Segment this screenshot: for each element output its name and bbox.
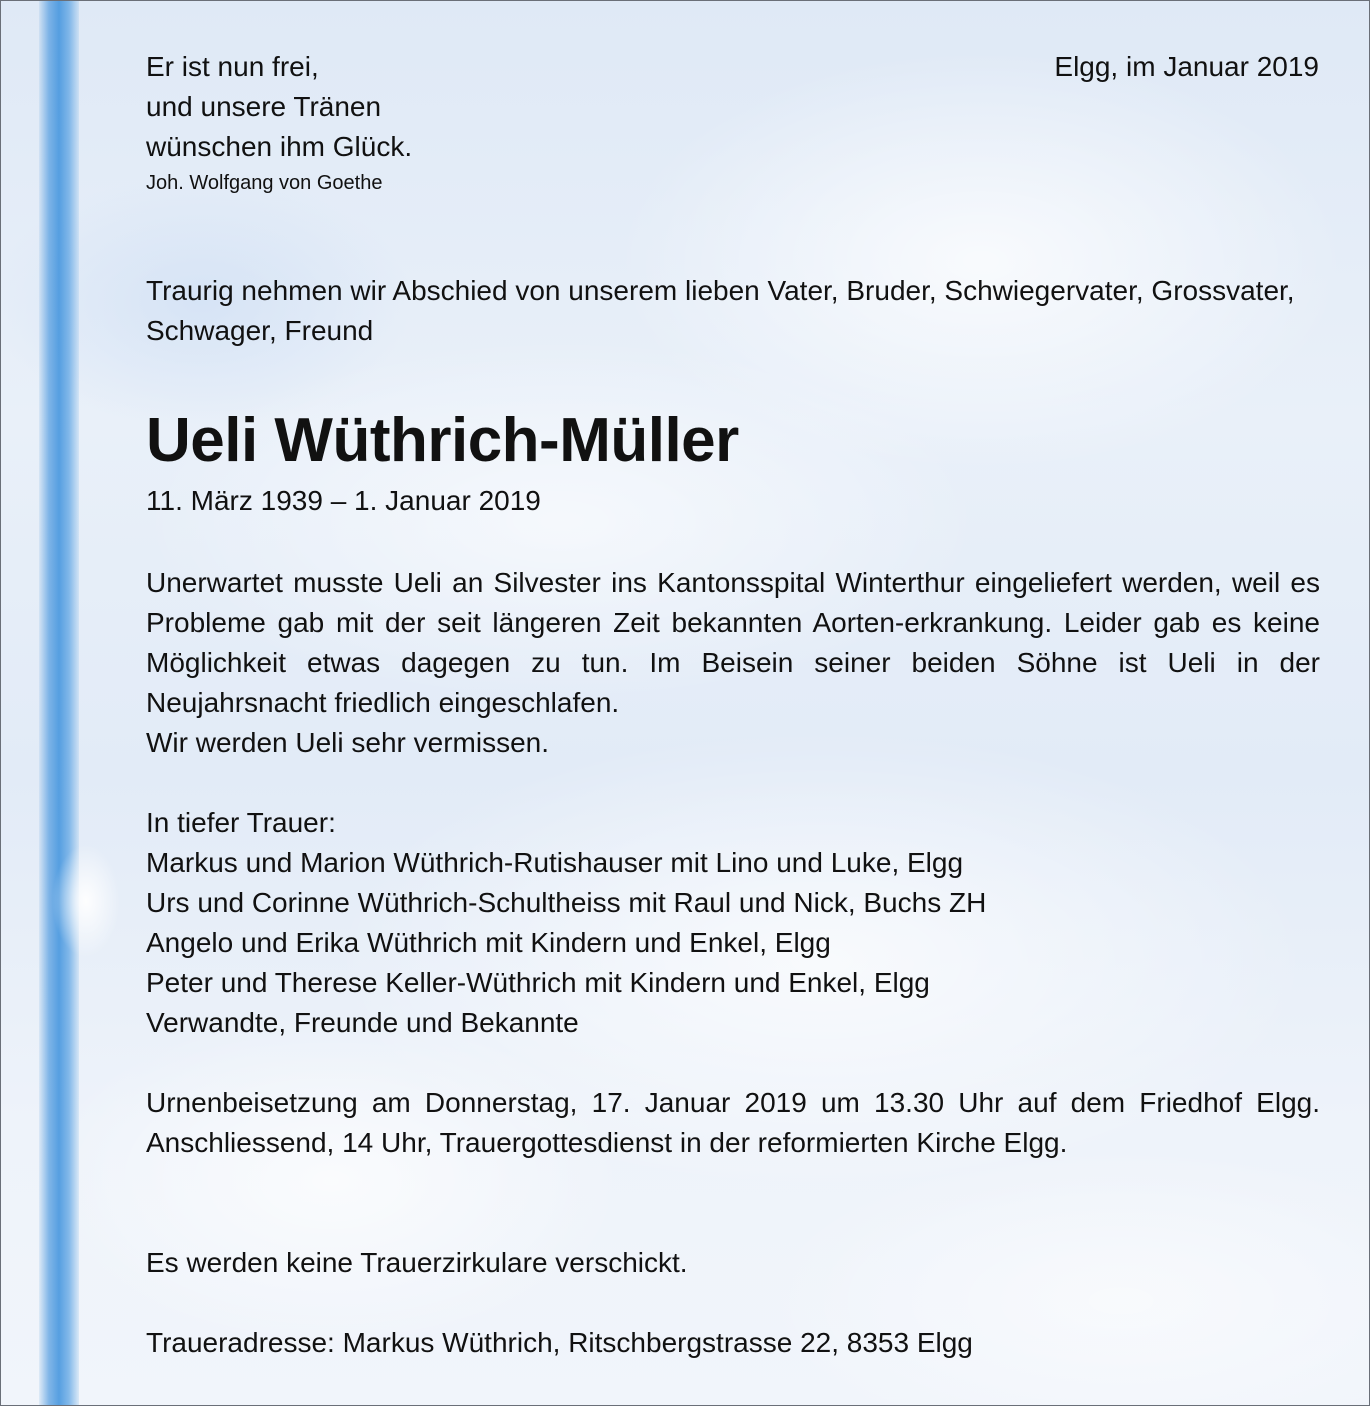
mourners-list <box>146 803 986 1043</box>
mourner-line: Angelo und Erika Wüthrich mit Kindern und Enkel, Elgg <box>146 927 831 958</box>
ceremony-info: Urnenbeisetzung am Donnerstag, 17. Januar 2019 um 13.30 Uhr auf dem Friedhof Elgg. Anschliessend, 14 Uhr, Trauergottesdienst in der reformierten Kirche Elgg. <box>146 1087 1320 1158</box>
life-dates: 11. März 1939 – 1. Januar 2019 <box>146 485 541 516</box>
deceased-name: Ueli Wüthrich-Müller <box>146 406 739 475</box>
decorative-blue-stripe <box>39 1 79 1405</box>
intro-text: Traurig nehmen wir Abschied von unserem lieben Vater, Bruder, Schwiegervater, Grossvater, Schwager, Freund <box>146 275 1295 346</box>
mourning-address: Traueradresse: Markus Wüthrich, Ritschbergstrasse 22, 8353 Elgg <box>146 1327 973 1358</box>
place-date: Elgg, im Januar 2019 <box>1054 51 1319 82</box>
mourner-line: Peter und Therese Keller-Wüthrich mit Kindern und Enkel, Elgg <box>146 967 930 998</box>
goethe-quote <box>146 47 412 199</box>
no-circulars-note: Es werden keine Trauerzirkulare verschickt. <box>146 1247 688 1278</box>
quote-line-2: und unsere Tränen <box>146 91 382 122</box>
miss-him-line: Wir werden Ueli sehr vermissen. <box>146 727 549 758</box>
quote-line-3: wünschen ihm Glück. <box>146 131 413 162</box>
mourner-line: Urs und Corinne Wüthrich-Schultheiss mit Raul und Nick, Buchs ZH <box>146 887 987 918</box>
circumstances-paragraph <box>146 563 1320 763</box>
mourner-line: Verwandte, Freunde und Bekannte <box>146 1007 579 1038</box>
mourners-heading: In tiefer Trauer: <box>146 807 336 838</box>
quote-line-1: Er ist nun frei, <box>146 51 319 82</box>
circumstances-text: Unerwartet musste Ueli an Silvester ins Kantonsspital Winterthur eingeliefert werden, weil es Probleme gab mit der seit längeren Zeit bekannten Aorten-erkrankung. Leider gab es keine Möglichkeit etwas dagegen zu tun. Im Beisein seiner beiden Söhne ist Ueli in der Neujahrsnacht friedlich eingeschlafen. <box>146 567 1320 718</box>
mourner-line: Markus und Marion Wüthrich-Rutishauser mit Lino und Luke, Elgg <box>146 847 964 878</box>
decorative-cloud <box>41 821 131 981</box>
quote-author: Joh. Wolfgang von Goethe <box>146 172 383 194</box>
